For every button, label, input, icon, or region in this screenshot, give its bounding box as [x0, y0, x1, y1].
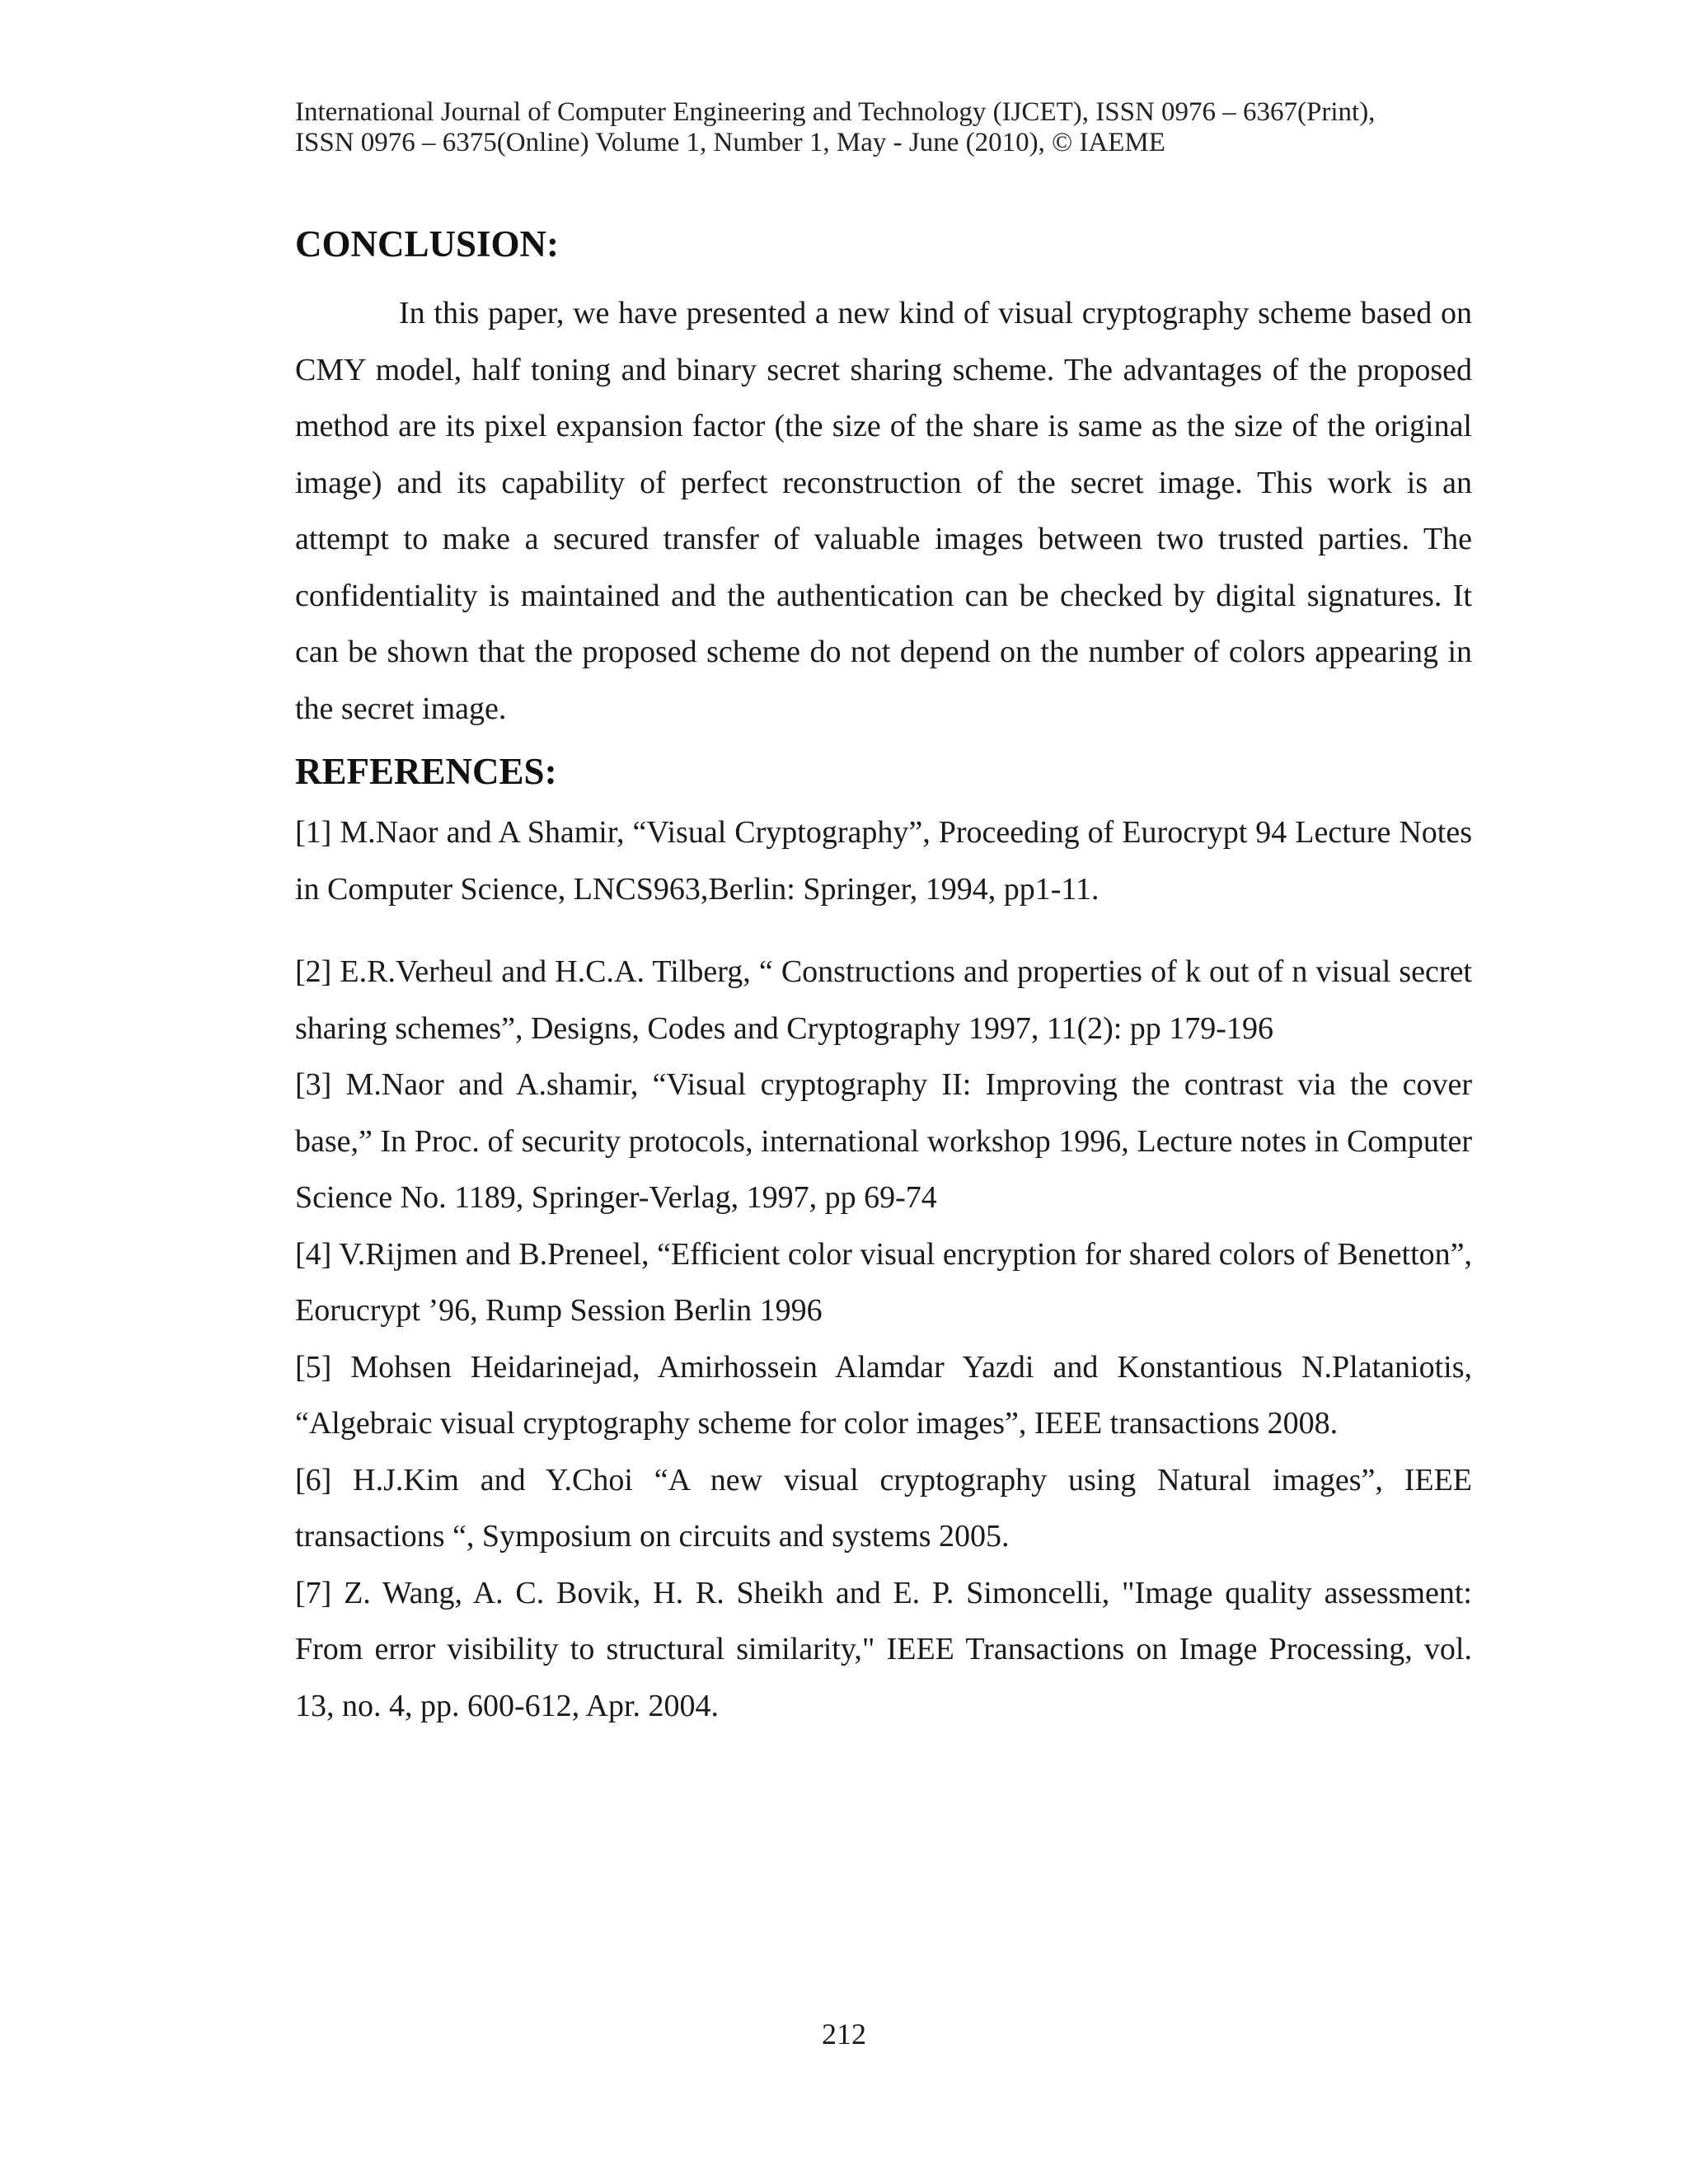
conclusion-paragraph: In this paper, we have presented a new kind of visual cryptography scheme based on CMY model, half toning and binary secret sharing scheme. The advantages of the proposed method are its pixel expansion factor (the size of the share is same as the size of the original image) and its capability of perfect reconstruction of the secret image. This work is an attempt to make a secured transfer of valuable images between two trusted parties. The confidentiality is maintained and the authentication can be checked by digital signatures. It can be shown that the proposed scheme do not depend on the number of colors appearing in the secret image. [295, 296, 1472, 726]
references-list [295, 804, 1472, 1734]
reference-item-1: [1] M.Naor and A Shamir, “Visual Cryptography”, Proceeding of Eurocrypt 94 Lecture Notes in Computer Science, LNCS963,Berlin: Springer, 1994, pp1-11. [295, 815, 1472, 907]
running-header-line-1: International Journal of Computer Engineering and Technology (IJCET), ISSN 0976 – 6367(Print), [295, 97, 1376, 127]
reference-item-4: [4] V.Rijmen and B.Preneel, “Efficient color visual encryption for shared colors of Benetton”, Eorucrypt ’96, Rump Session Berlin 1996 [295, 1236, 1472, 1328]
reference-item-5: [5] Mohsen Heidarinejad, Amirhossein Alamdar Yazdi and Konstantious N.Plataniotis, “Algebraic visual cryptography scheme for color images”, IEEE transactions 2008. [295, 1349, 1472, 1441]
references-heading: REFERENCES: [295, 751, 557, 792]
reference-item-3: [3] M.Naor and A.shamir, “Visual cryptography II: Improving the contrast via the cover base,” In Proc. of security protocols, international workshop 1996, Lecture notes in Computer Science No. 1189, Springer-Verlag, 1997, pp 69-74 [295, 1067, 1472, 1215]
running-header [295, 97, 1482, 158]
conclusion-heading: CONCLUSION: [295, 223, 560, 265]
reference-item-2: [2] E.R.Verheul and H.C.A. Tilberg, “ Constructions and properties of k out of n visual secret sharing schemes”, Designs, Codes and Cryptography 1997, 11(2): pp 179-196 [295, 954, 1472, 1046]
running-header-line-2: ISSN 0976 – 6375(Online) Volume 1, Number 1, May - June (2010), © IAEME [295, 128, 1165, 157]
main-content [295, 221, 1472, 1734]
reference-item-6: [6] H.J.Kim and Y.Choi “A new visual cryptography using Natural images”, IEEE transactions “, Symposium on circuits and systems 2005. [295, 1462, 1472, 1554]
page-number: 212 [822, 2018, 866, 2050]
reference-item-7: [7] Z. Wang, A. C. Bovik, H. R. Sheikh and E. P. Simoncelli, "Image quality assessment: From error visibility to structural similarity," IEEE Transactions on Image Processing, vol. 13, no. 4, pp. 600-612, Apr. 2004. [295, 1575, 1472, 1723]
